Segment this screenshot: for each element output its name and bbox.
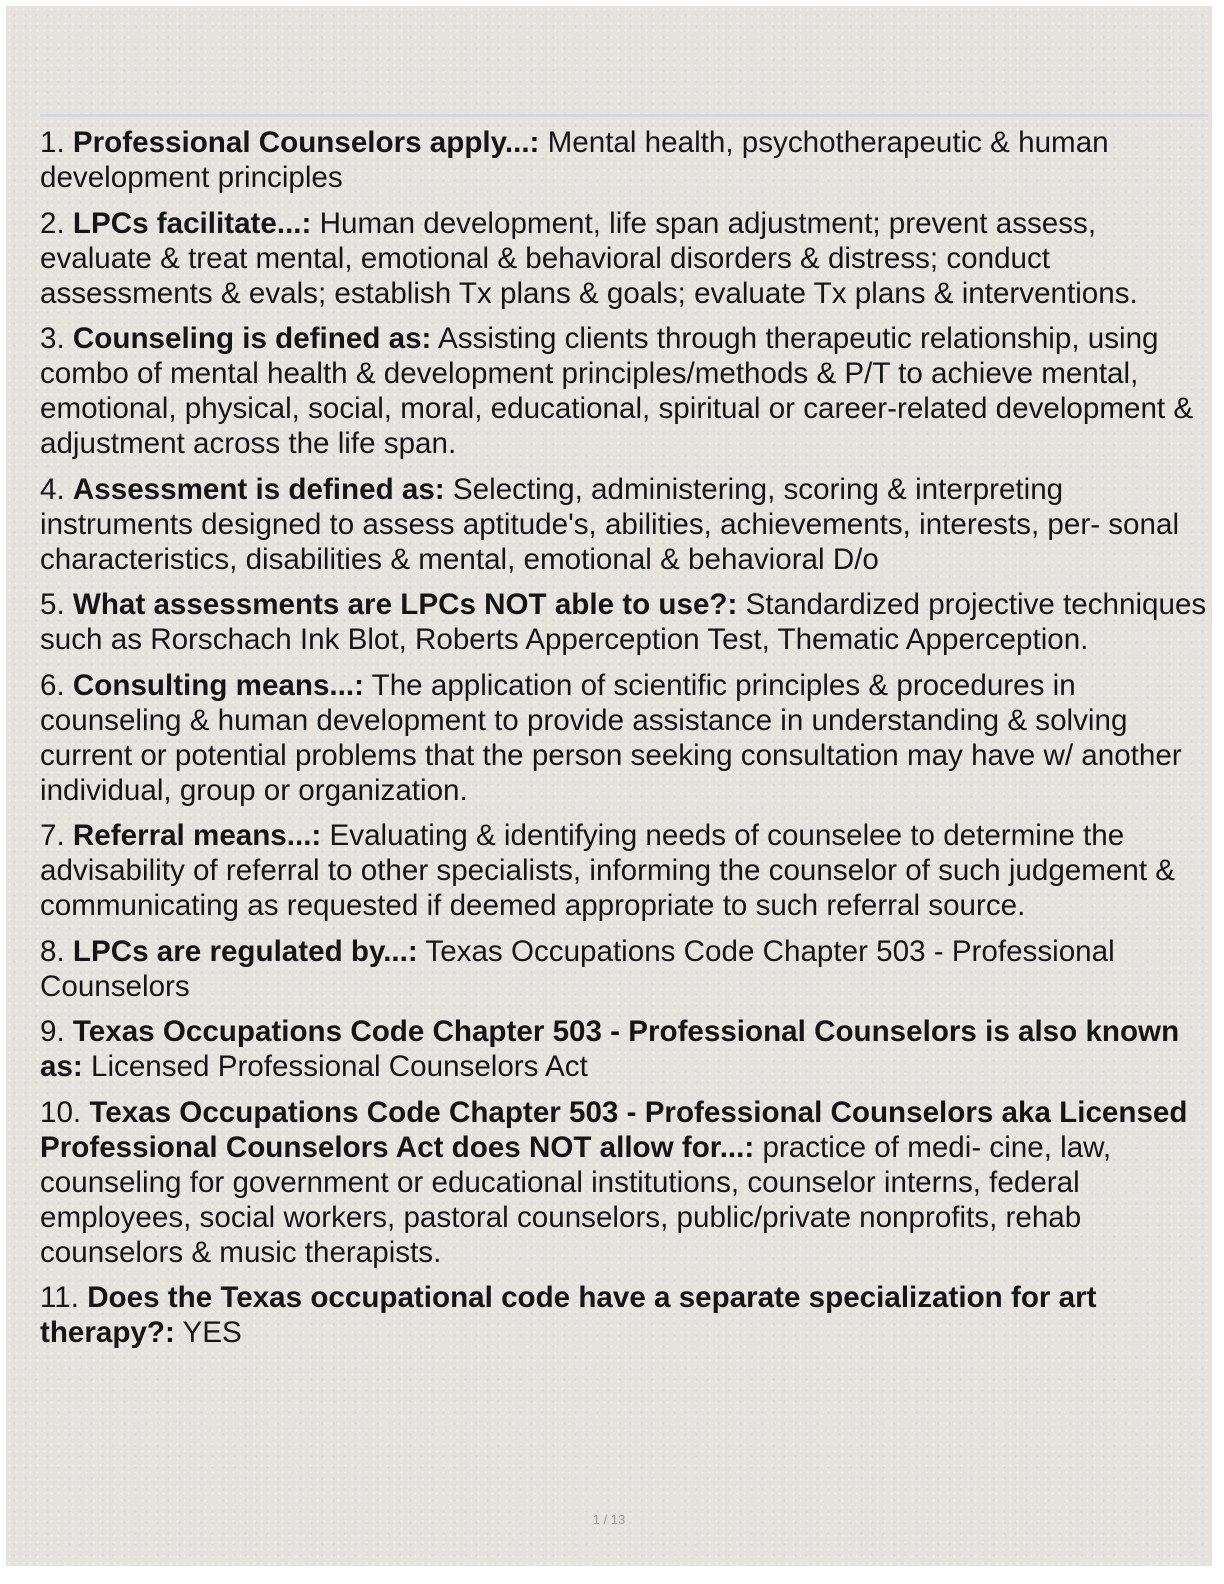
list-item [40,1014,1212,1084]
top-divider [40,114,1208,117]
item-question: Texas Occupations Code Chapter 503 - Professional Counselors aka Licensed Professional Counselors Act does NOT allow for...: [40,1095,1188,1164]
list-item [40,1095,1212,1270]
item-question: LPCs are regulated by...: [72,934,418,968]
list-item [40,125,1212,195]
item-answer: Standardized projective techniques such as Rorschach Ink Blot, Roberts Apperception Test, Thematic Apperception. [40,588,1207,656]
list-item [40,587,1212,657]
item-number: 11. [40,1281,79,1314]
item-number: 5. [40,588,65,621]
item-number: 4. [40,472,65,506]
item-question: LPCs facilitate...: [72,206,312,240]
flashcard-list [40,125,1212,1361]
list-item [40,668,1212,808]
document-page [6,6,1212,1566]
item-question: Does the Texas occupational code have a separate specialization for art therapy?: [40,1281,1097,1349]
item-answer: Assisting clients through therapeutic relationship, using combo of mental health & development principles/methods & P/T to achieve mental, emotional, physical, social, moral, educational, spiritual or career-related development & adjustment across the life span. [40,322,1194,460]
item-number: 9. [40,1015,65,1048]
item-answer: Licensed Professional Counselors Act [91,1050,588,1083]
item-answer: Texas Occupations Code Chapter 503 - Professional Counselors [40,934,1115,1003]
item-question: Referral means...: [72,819,322,852]
item-answer: practice of medi- cine, law, counseling for government or educational institutions, counselor interns, federal employees, social workers, pastoral counselors, public/private nonprofits, rehab counselors & music therapists. [40,1130,1112,1269]
item-answer: Mental health, psychotherapeutic & human development principles [40,126,1109,194]
list-item [40,934,1212,1004]
item-question: Texas Occupations Code Chapter 503 - Professional Counselors is also known as: [40,1015,1180,1083]
item-question: What assessments are LPCs NOT able to use?: [72,588,738,621]
item-number: 6. [40,668,65,702]
item-number: 7. [40,819,65,852]
item-answer: The application of scientific principles & procedures in counseling & human development to provide assistance in understanding & solving current or potential problems that the person seeking consultation may have w/ another individual, group or organization. [40,668,1182,807]
list-item [40,321,1212,461]
item-question: Counseling is defined as: [72,322,432,355]
item-question: Professional Counselors apply...: [72,126,540,159]
item-answer: YES [182,1316,242,1349]
item-answer: Human development, life span adjustment; prevent assess, evaluate & treat mental, emotional & behavioral disorders & distress; conduct assessments & evals; establish Tx plans & goals; evaluate Tx plans & interventions. [40,206,1138,310]
list-item [40,206,1212,311]
item-number: 3. [40,322,65,355]
item-number: 10. [40,1095,82,1129]
item-number: 2. [40,206,65,240]
item-number: 1. [40,126,65,159]
list-item [40,818,1212,923]
item-answer: Evaluating & identifying needs of counselee to determine the advisability of referral to other specialists, informing the counselor of such judgement & communicating as requested if deemed appropriate to such referral source. [40,819,1175,922]
list-item [40,1280,1212,1350]
page-indicator: 1 / 13 [592,1512,626,1527]
item-question: Consulting means...: [72,668,364,702]
item-number: 8. [40,934,65,968]
item-answer: Selecting, administering, scoring & interpreting instruments designed to assess aptitude's, abilities, achievements, interests, per- sonal characteristics, disabilities & mental, emotional & behavioral D/o [40,472,1180,576]
item-question: Assessment is defined as: [72,472,445,506]
list-item [40,472,1212,577]
